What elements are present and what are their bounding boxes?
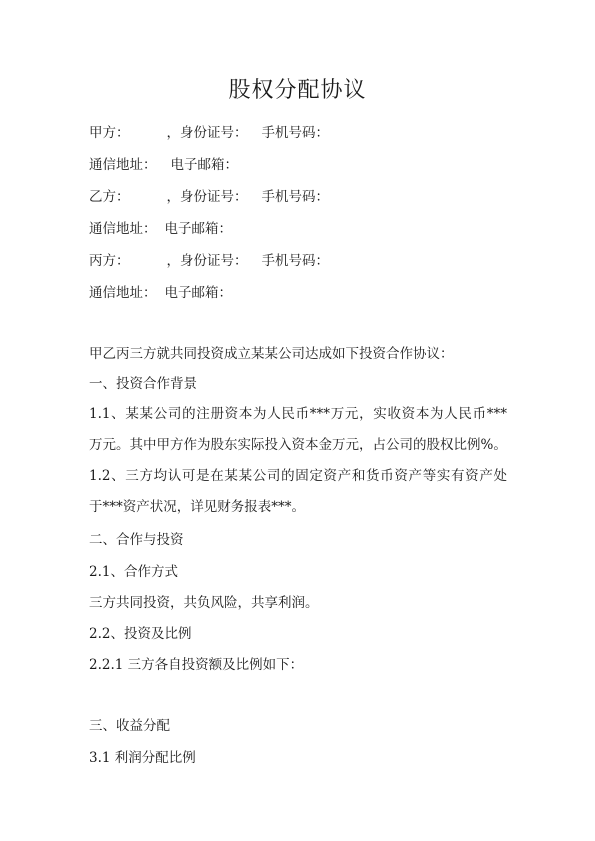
- party-b-contact-line: [89, 219, 232, 239]
- party-b-address-label: 通信地址：: [89, 221, 157, 237]
- party-a-address-label: 通信地址：: [89, 157, 157, 173]
- document-title: 股权分配协议: [228, 78, 367, 103]
- party-c-name-label: 丙方：: [89, 253, 130, 269]
- clause-2-1-heading: 2.1、合作方式: [89, 564, 178, 580]
- party-a-line: [89, 123, 329, 143]
- section-2-heading: 二、合作与投资: [89, 532, 184, 548]
- party-c-id-label: ，身份证号：: [166, 253, 248, 269]
- section-1-heading: 一、投资合作背景: [89, 376, 197, 392]
- intro-paragraph: 甲乙丙三方就共同投资成立某某公司达成如下投资合作协议：: [89, 346, 454, 362]
- party-b-email-label: 电子邮箱：: [164, 221, 232, 237]
- party-b-name-label: 乙方：: [89, 189, 130, 205]
- party-c-contact-line: [89, 283, 232, 303]
- party-c-phone-label: 手机号码：: [261, 253, 329, 269]
- party-b-id-label: ，身份证号：: [166, 189, 248, 205]
- clause-2-1-text: 三方共同投资，共负风险，共享利润。: [89, 595, 319, 611]
- party-a-phone-label: 手机号码：: [261, 125, 329, 141]
- party-a-name-label: 甲方：: [89, 125, 130, 141]
- party-c-address-label: 通信地址：: [89, 285, 157, 301]
- party-c-line: [89, 251, 329, 271]
- party-b-line: [89, 187, 329, 207]
- clause-2-2-heading: 2.2、投资及比例: [89, 626, 192, 642]
- clause-3-1-heading: 3.1 利润分配比例: [89, 750, 196, 766]
- clause-1-1-line-2: 万元。其中甲方作为股东实际投入资本金万元，占公司的股权比例%。: [89, 437, 507, 453]
- clause-1-1-line-1: 1.1、某某公司的注册资本为人民币***万元，实收资本为人民币***: [89, 406, 507, 422]
- clause-1-2-line-1: 1.2、三方均认可是在某某公司的固定资产和货币资产等实有资产处: [89, 468, 507, 484]
- party-c-email-label: 电子邮箱：: [164, 285, 232, 301]
- clause-1-2-line-2: 于***资产状况，详见财务报表***。: [89, 499, 305, 515]
- section-3-heading: 三、收益分配: [89, 718, 170, 734]
- clause-2-2-1-text: 2.2.1 三方各自投资额及比例如下：: [89, 657, 304, 673]
- party-b-phone-label: 手机号码：: [261, 189, 329, 205]
- party-a-email-label: 电子邮箱：: [170, 157, 238, 173]
- party-a-id-label: ，身份证号：: [166, 125, 248, 141]
- party-a-contact-line: [89, 155, 238, 175]
